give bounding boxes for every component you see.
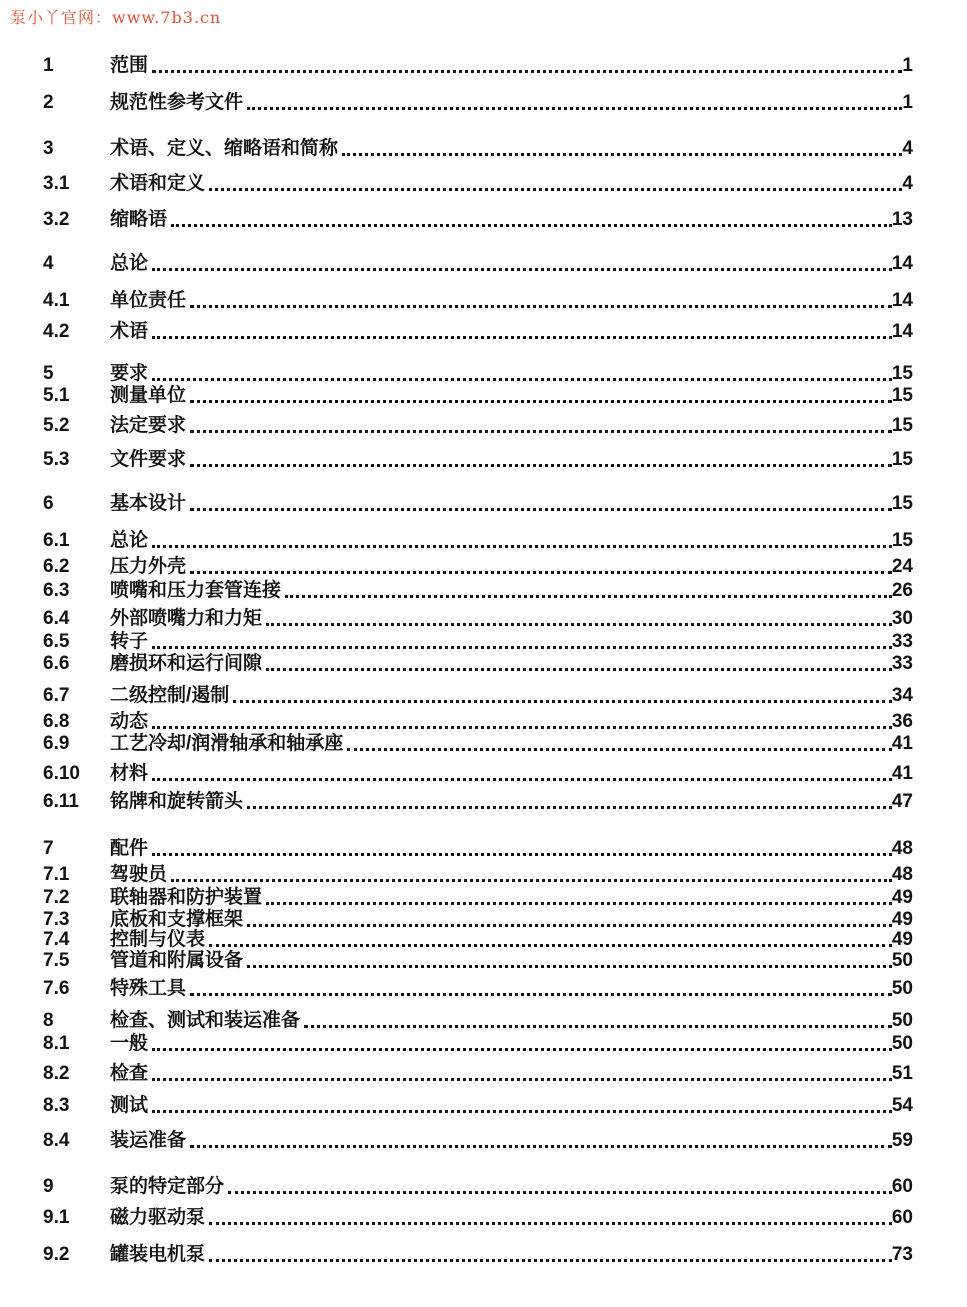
toc-entry-page: 1 bbox=[902, 55, 913, 76]
toc-entry-page: 15 bbox=[891, 530, 913, 551]
toc-entry-number: 6.2 bbox=[43, 556, 70, 577]
toc-dot-leader bbox=[171, 879, 892, 882]
toc-row bbox=[43, 1245, 913, 1265]
toc-entry-page: 1 bbox=[902, 92, 913, 113]
toc-entry-page: 41 bbox=[891, 763, 913, 784]
toc-entry-number: 6.11 bbox=[43, 791, 79, 812]
toc-entry-page: 4 bbox=[902, 138, 913, 159]
toc-entry-number: 4.2 bbox=[43, 321, 70, 342]
toc-entry-title: 控制与仪表 bbox=[110, 929, 206, 950]
toc-entry-page: 14 bbox=[891, 253, 913, 274]
toc-entry-page: 73 bbox=[891, 1244, 913, 1265]
toc-entry-page: 34 bbox=[891, 685, 913, 706]
toc-row bbox=[43, 416, 913, 436]
toc-row bbox=[43, 174, 913, 194]
toc-entry-title: 总论 bbox=[110, 253, 149, 274]
toc-entry-number: 7 bbox=[43, 838, 54, 859]
toc-dot-leader bbox=[190, 305, 892, 308]
toc-entry-page: 15 bbox=[891, 363, 913, 384]
toc-entry-number: 8.1 bbox=[43, 1033, 70, 1054]
toc-dot-leader bbox=[152, 336, 892, 339]
toc-entry-number: 4 bbox=[43, 253, 54, 274]
toc-entry-page: 49 bbox=[891, 909, 913, 930]
toc-entry-number: 5.2 bbox=[43, 415, 70, 436]
toc-entry-number: 7.3 bbox=[43, 909, 70, 930]
toc-dot-leader bbox=[342, 153, 902, 156]
toc-row bbox=[43, 291, 913, 311]
toc-dot-leader bbox=[266, 623, 892, 626]
toc-entry-number: 7.6 bbox=[43, 978, 70, 999]
toc-dot-leader bbox=[266, 902, 892, 905]
toc-entry-title: 铭牌和旋转箭头 bbox=[110, 791, 244, 812]
toc-entry-title: 转子 bbox=[110, 631, 149, 652]
toc-entry-page: 41 bbox=[891, 733, 913, 754]
toc-entry-page: 50 bbox=[891, 950, 913, 971]
toc-entry-page: 26 bbox=[891, 580, 913, 601]
toc-entry-title: 总论 bbox=[110, 530, 149, 551]
toc-dot-leader bbox=[152, 378, 892, 381]
toc-entry-number: 8.3 bbox=[43, 1095, 70, 1116]
toc-entry-page: 49 bbox=[891, 887, 913, 908]
toc-entry-title: 一般 bbox=[110, 1033, 149, 1054]
toc-dot-leader bbox=[266, 668, 892, 671]
toc-entry-number: 6.3 bbox=[43, 580, 70, 601]
toc-entry-title: 检查 bbox=[110, 1063, 149, 1084]
toc-entry-page: 50 bbox=[891, 1033, 913, 1054]
toc-row bbox=[43, 531, 913, 551]
toc-dot-leader bbox=[247, 806, 892, 809]
toc-entry-number: 8 bbox=[43, 1010, 54, 1031]
toc-entry-title: 配件 bbox=[110, 838, 149, 859]
toc-entry-title: 测试 bbox=[110, 1095, 149, 1116]
toc-entry-number: 3.2 bbox=[43, 209, 70, 230]
toc-entry-title: 装运准备 bbox=[110, 1130, 187, 1151]
toc-entry-page: 54 bbox=[891, 1095, 913, 1116]
toc-entry-number: 5 bbox=[43, 363, 54, 384]
toc-dot-leader bbox=[247, 965, 892, 968]
toc-entry-number: 7.5 bbox=[43, 950, 70, 971]
toc-entry-page: 51 bbox=[891, 1063, 913, 1084]
toc-row bbox=[43, 1096, 913, 1116]
toc-dot-leader bbox=[209, 188, 902, 191]
toc-dot-leader bbox=[171, 224, 892, 227]
toc-entry-page: 24 bbox=[891, 556, 913, 577]
toc-entry-page: 15 bbox=[891, 415, 913, 436]
toc-entry-page: 15 bbox=[891, 449, 913, 470]
toc-dot-leader bbox=[152, 1048, 892, 1051]
toc-entry-title: 测量单位 bbox=[110, 385, 187, 406]
toc-entry-page: 14 bbox=[891, 290, 913, 311]
toc-entry-title: 喷嘴和压力套管连接 bbox=[110, 580, 282, 601]
toc-dot-leader bbox=[190, 1145, 892, 1148]
toc-entry-page: 59 bbox=[891, 1130, 913, 1151]
toc-dot-leader bbox=[152, 853, 892, 856]
toc-row bbox=[43, 1011, 913, 1031]
toc-entry-number: 6.9 bbox=[43, 733, 70, 754]
toc-row bbox=[43, 557, 913, 577]
toc-row bbox=[43, 686, 913, 706]
toc-row bbox=[43, 139, 913, 159]
toc-dot-leader bbox=[190, 400, 892, 403]
toc-entry-page: 60 bbox=[891, 1207, 913, 1228]
toc-entry-number: 8.2 bbox=[43, 1063, 70, 1084]
toc-row bbox=[43, 865, 913, 885]
toc-entry-number: 1 bbox=[43, 55, 54, 76]
toc-entry-number: 6.4 bbox=[43, 608, 70, 629]
toc-entry-title: 检查、测试和装运准备 bbox=[110, 1010, 301, 1031]
toc-entry-title: 法定要求 bbox=[110, 415, 187, 436]
toc-row bbox=[43, 93, 913, 113]
toc-row bbox=[43, 450, 913, 470]
toc-entry-number: 6.6 bbox=[43, 653, 70, 674]
toc-entry-title: 压力外壳 bbox=[110, 556, 187, 577]
toc-entry-title: 单位责任 bbox=[110, 290, 187, 311]
toc-entry-page: 48 bbox=[891, 838, 913, 859]
toc-entry-page: 13 bbox=[891, 209, 913, 230]
toc-entry-number: 6.7 bbox=[43, 685, 70, 706]
toc-row bbox=[43, 609, 913, 629]
toc-row bbox=[43, 888, 913, 908]
toc-dot-leader bbox=[190, 430, 892, 433]
toc-row bbox=[43, 632, 913, 652]
toc-entry-page: 30 bbox=[891, 608, 913, 629]
toc-entry-number: 7.1 bbox=[43, 864, 70, 885]
toc-entry-title: 规范性参考文件 bbox=[110, 92, 244, 113]
toc-row bbox=[43, 654, 913, 674]
toc-entry-number: 8.4 bbox=[43, 1130, 70, 1151]
toc-entry-title: 底板和支撑框架 bbox=[110, 909, 244, 930]
toc-dot-leader bbox=[152, 726, 892, 729]
toc-row bbox=[43, 1064, 913, 1084]
toc-entry-number: 3 bbox=[43, 138, 54, 159]
toc-entry-page: 36 bbox=[891, 711, 913, 732]
toc-entry-page: 48 bbox=[891, 864, 913, 885]
toc-entry-number: 5.1 bbox=[43, 385, 70, 406]
toc-entry-title: 材料 bbox=[110, 763, 149, 784]
toc-dot-leader bbox=[190, 508, 892, 511]
toc-row bbox=[43, 792, 913, 812]
toc-entry-title: 文件要求 bbox=[110, 449, 187, 470]
toc-row bbox=[43, 1208, 913, 1228]
toc-dot-leader bbox=[152, 268, 892, 271]
toc-row bbox=[43, 386, 913, 406]
toc-entry-number: 2 bbox=[43, 92, 54, 113]
toc-entry-page: 33 bbox=[891, 631, 913, 652]
toc-entry-title: 工艺冷却/润滑轴承和轴承座 bbox=[110, 733, 344, 754]
toc-row bbox=[43, 930, 913, 950]
toc-entry-page: 47 bbox=[891, 791, 913, 812]
toc-row bbox=[43, 734, 913, 754]
toc-dot-leader bbox=[152, 545, 892, 548]
toc-entry-number: 4.1 bbox=[43, 290, 70, 311]
toc-row bbox=[43, 839, 913, 859]
toc-row bbox=[43, 364, 913, 384]
toc-entry-title: 要求 bbox=[110, 363, 149, 384]
toc-dot-leader bbox=[304, 1025, 892, 1028]
toc-dot-leader bbox=[347, 748, 892, 751]
toc-entry-number: 6.1 bbox=[43, 530, 70, 551]
table-of-contents bbox=[43, 32, 913, 1265]
toc-entry-title: 基本设计 bbox=[110, 493, 187, 514]
toc-dot-leader bbox=[209, 1222, 892, 1225]
toc-row bbox=[43, 1131, 913, 1151]
toc-dot-leader bbox=[228, 1191, 892, 1194]
toc-entry-title: 驾驶员 bbox=[110, 864, 168, 885]
toc-dot-leader bbox=[247, 107, 902, 110]
toc-entry-number: 7.2 bbox=[43, 887, 70, 908]
toc-dot-leader bbox=[152, 646, 892, 649]
toc-entry-number: 6.8 bbox=[43, 711, 70, 732]
toc-row bbox=[43, 712, 913, 732]
toc-entry-title: 范围 bbox=[110, 55, 149, 76]
toc-row bbox=[43, 1034, 913, 1054]
toc-entry-title: 磁力驱动泵 bbox=[110, 1207, 206, 1228]
toc-entry-title: 缩略语 bbox=[110, 209, 168, 230]
toc-entry-number: 9 bbox=[43, 1176, 54, 1197]
toc-entry-title: 管道和附属设备 bbox=[110, 950, 244, 971]
toc-entry-number: 7.4 bbox=[43, 929, 70, 950]
toc-dot-leader bbox=[152, 778, 892, 781]
toc-entry-title: 二级控制/遏制 bbox=[110, 685, 230, 706]
toc-entry-title: 外部喷嘴力和力矩 bbox=[110, 608, 263, 629]
toc-entry-title: 术语、定义、缩略语和简称 bbox=[110, 138, 339, 159]
toc-row bbox=[43, 322, 913, 342]
site-watermark: 泵小丫官网：www.7b3.cn bbox=[10, 8, 222, 27]
toc-dot-leader bbox=[152, 1078, 892, 1081]
toc-entry-title: 动态 bbox=[110, 711, 149, 732]
toc-dot-leader bbox=[209, 944, 892, 947]
toc-dot-leader bbox=[247, 924, 892, 927]
toc-entry-page: 15 bbox=[891, 385, 913, 406]
toc-entry-page: 50 bbox=[891, 978, 913, 999]
toc-dot-leader bbox=[285, 595, 892, 598]
toc-entry-page: 33 bbox=[891, 653, 913, 674]
toc-dot-leader bbox=[152, 1110, 892, 1113]
toc-entry-title: 术语和定义 bbox=[110, 173, 206, 194]
toc-entry-number: 5.3 bbox=[43, 449, 70, 470]
toc-entry-number: 3.1 bbox=[43, 173, 70, 194]
toc-entry-page: 50 bbox=[891, 1010, 913, 1031]
toc-dot-leader bbox=[233, 700, 892, 703]
toc-entry-title: 联轴器和防护装置 bbox=[110, 887, 263, 908]
toc-entry-title: 磨损环和运行间隙 bbox=[110, 653, 263, 674]
toc-entry-page: 4 bbox=[902, 173, 913, 194]
toc-row bbox=[43, 1177, 913, 1197]
toc-entry-page: 14 bbox=[891, 321, 913, 342]
toc-row bbox=[43, 951, 913, 971]
toc-entry-number: 6.5 bbox=[43, 631, 70, 652]
toc-row bbox=[43, 764, 913, 784]
toc-entry-page: 60 bbox=[891, 1176, 913, 1197]
toc-entry-title: 泵的特定部分 bbox=[110, 1176, 225, 1197]
toc-dot-leader bbox=[190, 464, 892, 467]
toc-dot-leader bbox=[190, 993, 892, 996]
toc-entry-number: 9.1 bbox=[43, 1207, 70, 1228]
toc-row bbox=[43, 581, 913, 601]
toc-row bbox=[43, 494, 913, 514]
toc-entry-number: 6.10 bbox=[43, 763, 80, 784]
toc-entry-number: 9.2 bbox=[43, 1244, 70, 1265]
toc-row bbox=[43, 979, 913, 999]
toc-dot-leader bbox=[152, 70, 902, 73]
toc-entry-number: 6 bbox=[43, 493, 54, 514]
toc-row bbox=[43, 56, 913, 76]
toc-entry-page: 15 bbox=[891, 493, 913, 514]
toc-entry-title: 特殊工具 bbox=[110, 978, 187, 999]
toc-dot-leader bbox=[209, 1259, 892, 1262]
toc-entry-title: 术语 bbox=[110, 321, 149, 342]
toc-row bbox=[43, 210, 913, 230]
toc-dot-leader bbox=[190, 571, 892, 574]
toc-entry-page: 49 bbox=[891, 929, 913, 950]
toc-row bbox=[43, 910, 913, 930]
toc-entry-title: 罐装电机泵 bbox=[110, 1244, 206, 1265]
toc-row bbox=[43, 254, 913, 274]
